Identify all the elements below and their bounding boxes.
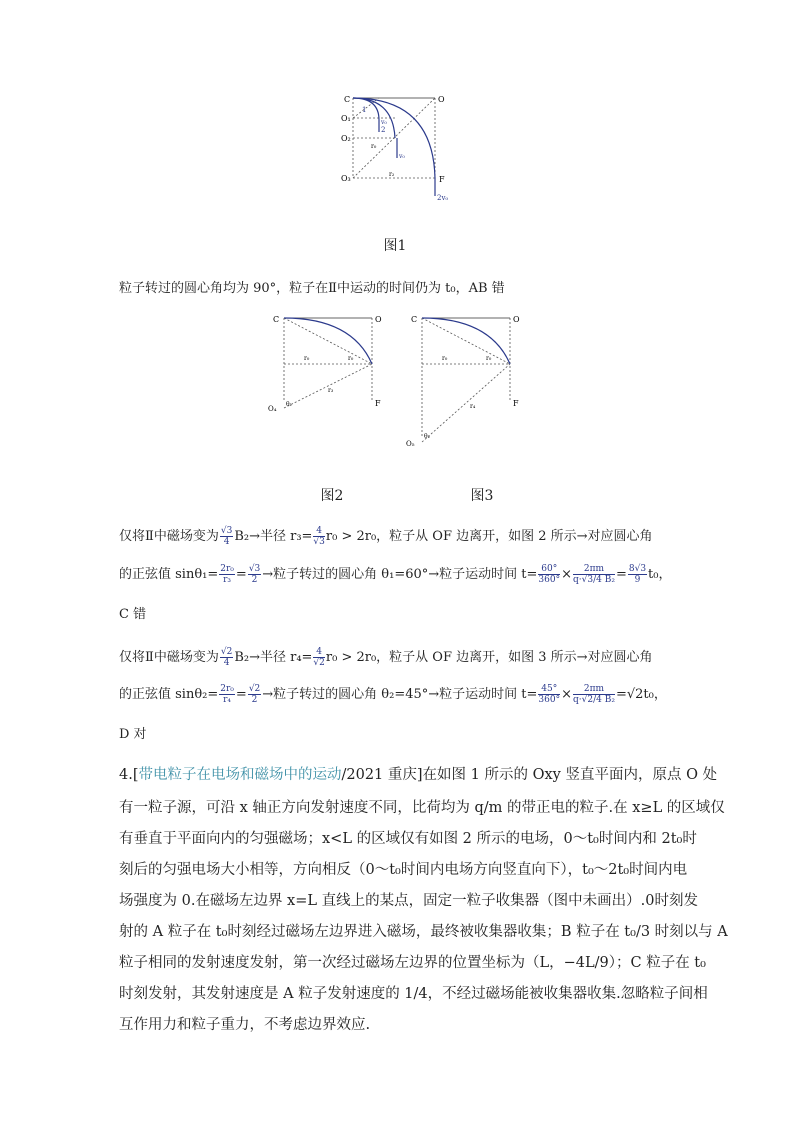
text-l6e: =√2t₀， (615, 687, 667, 702)
question-4-line-1 (119, 763, 717, 784)
fig1-label-2v0: 2v₀ (437, 194, 449, 202)
text-line-1: 粒子转过的圆心角均为 90°，粒子在Ⅱ中运动的时间仍为 t₀，AB 错 (119, 281, 505, 296)
text-l3c: →粒子转过的圆心角 θ₁=60°→粒子运动时间 t= (262, 567, 538, 582)
text-l3a: 的正弦值 sinθ₁= (119, 567, 219, 582)
text-l6c: →粒子转过的圆心角 θ₂=45°→粒子运动时间 t= (262, 687, 538, 702)
figure-3-caption: 图3 (470, 488, 494, 504)
fig3-label-r4: r₄ (470, 403, 476, 410)
fig2-label-r3: r₃ (328, 387, 334, 394)
text-l3f: t₀， (648, 567, 672, 582)
text-l3d: × (561, 567, 573, 582)
figure-2 (262, 310, 392, 422)
frac-t2: $\frac{45^\circ}{360^\circ}$ (538, 684, 561, 705)
frac-b1: $\frac{\text{2r₀}}{\text{r₄}}$ (220, 684, 234, 705)
question-4-line-6: 射的 A 粒子在 t₀时刻经过磁场左边界进入磁场，最终被收集器收集；B 粒子在 t₀/3 时刻以与 A (119, 924, 728, 940)
frac-b2: $\frac{√2}{2}$ (248, 684, 261, 705)
text-l3e: = (615, 567, 627, 582)
figure-3 (400, 310, 530, 450)
text-l2c: r₀ > 2r₀，粒子从 OF 边离开，如图 2 所示→对应圆心角 (325, 529, 653, 544)
question-4-line-9: 互作用力和粒子重力，不考虑边界效应. (119, 1017, 371, 1033)
frac-m1: $\frac{2\pi m}{\text{q·√3/4 B₂}}$ (573, 564, 615, 585)
frac-a1: $\frac{\text{2r₀}}{\text{r₃}}$ (220, 564, 234, 585)
text-line-5 (119, 646, 653, 668)
fig3-label-O: O (513, 315, 520, 324)
fig1-label-O2: O₂ (341, 134, 351, 143)
fig3-label-F: F (513, 399, 519, 408)
figure-1-caption: 图1 (383, 238, 407, 254)
text-l6d: × (561, 687, 573, 702)
frac-s2: $\frac{√2}{4}$ (220, 647, 233, 668)
text-l2b: B₂→半径 r₃= (234, 529, 313, 544)
fig3-label-r0b: r₀ (486, 355, 492, 362)
fig3-label-O5: O₅ (406, 440, 415, 448)
fig1-label-O: O (438, 95, 445, 104)
text-l5c: r₀ > 2r₀，粒子从 OF 边离开，如图 3 所示→对应圆心角 (325, 650, 653, 665)
question-4-line-4: 刻后的匀强电场大小相等，方向相反（0～t₀时间内电场方向竖直向下），t₀～2t₀时间内电 (119, 862, 688, 878)
figure-1 (335, 90, 465, 205)
text-l3b: = (235, 567, 247, 582)
text-line-4: C 错 (119, 607, 147, 622)
text-line-3 (119, 563, 671, 585)
fig1-label-O1: O₁ (341, 114, 351, 123)
fig2-label-O: O (375, 315, 382, 324)
fig2-label-O4: O₄ (268, 405, 277, 413)
frac-a2: $\frac{√3}{2}$ (248, 564, 261, 585)
frac-m2: $\frac{2\pi m}{\text{q·√2/4 B₂}}$ (573, 684, 615, 705)
fig1-label-O3: O₃ (341, 174, 351, 183)
fig1-label-r0: r₀ (371, 143, 377, 150)
fig1-label-v0b: v₀ (399, 153, 405, 160)
text-l6a: 的正弦值 sinθ₂= (119, 687, 219, 702)
fig2-label-F: F (375, 399, 381, 408)
fig1-label-v0a: v₀ (381, 119, 387, 126)
frac-s3: $\frac{√3}{4}$ (220, 526, 233, 547)
fig2-label-r0b: r₀ (348, 355, 354, 362)
fig2-label-C: C (273, 315, 280, 324)
question-number: 4.[ (119, 767, 139, 783)
question-line-1-text: /2021 重庆]在如图 1 所示的 Oxy 竖直平面内，原点 O 处 (341, 767, 718, 783)
figure-2-caption: 图2 (320, 488, 344, 504)
text-l5a: 仅将Ⅱ中磁场变为 (119, 650, 219, 665)
fig1-label-r2: r₂ (389, 171, 395, 178)
text-l6b: = (235, 687, 247, 702)
fig1-label-F: F (439, 175, 445, 184)
fig1-label-2: 2 (381, 126, 386, 134)
text-l2a: 仅将Ⅱ中磁场变为 (119, 529, 219, 544)
frac-g4: $\frac{4}{√2}$ (313, 647, 325, 668)
fig3-label-C: C (411, 315, 418, 324)
fig1-label-C: C (344, 95, 351, 104)
fig2-label-r0a: r₀ (304, 355, 310, 362)
fig3-label-theta: θ₂ (424, 433, 431, 440)
text-l5b: B₂→半径 r₄= (234, 650, 313, 665)
question-4-line-2: 有一粒子源，可沿 x 轴正方向发射速度不同，比荷均为 q/m 的带正电的粒子.在 x≥L 的区域仅 (119, 800, 725, 816)
question-4-line-7: 粒子相同的发射速度发射，第一次经过磁场左边界的位置坐标为（L，−4L/9）；C 粒子在 t₀ (119, 955, 706, 971)
text-line-6 (119, 683, 667, 705)
frac-f4: $\frac{4}{√3}$ (313, 526, 325, 547)
question-4-line-5: 场强度为 0.在磁场左边界 x=L 直线上的某点，固定一粒子收集器（图中未画出）.0时刻发 (119, 893, 698, 909)
question-4-line-3: 有垂直于平面向内的匀强磁场；x<L 的区域仅有如图 2 所示的电场，0～t₀时间内和 2t₀时 (119, 831, 697, 847)
frac-t1: $\frac{60^\circ}{360^\circ}$ (538, 564, 561, 585)
fig3-label-r0a: r₀ (442, 355, 448, 362)
fig1-label-1: 1 (362, 106, 367, 114)
fig2-label-theta: θ₁ (286, 401, 293, 408)
question-topic-tag: 带电粒子在电场和磁场中的运动 (138, 767, 342, 783)
question-4-line-8: 时刻发射，其发射速度是 A 粒子发射速度的 1/4，不经过磁场能被收集器收集.忽略粒子间相 (119, 986, 708, 1002)
text-line-7: D 对 (119, 727, 147, 742)
frac-e1: $\frac{8√3}{9}$ (628, 564, 647, 585)
text-line-2 (119, 525, 653, 547)
